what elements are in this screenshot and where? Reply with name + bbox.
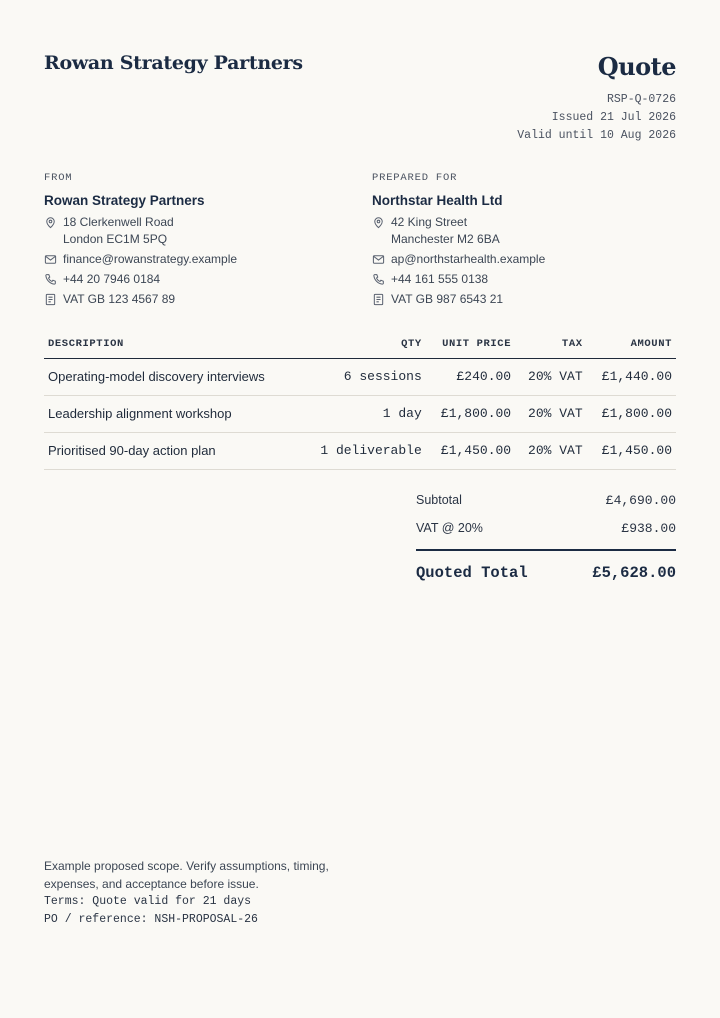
from-email[interactable]: finance@rowanstrategy.example xyxy=(63,252,238,266)
item-unit-price: £240.00 xyxy=(426,358,515,395)
to-vat: VAT GB 987 6543 21 xyxy=(391,292,504,306)
mail-icon xyxy=(44,253,57,266)
item-tax: 20% VAT xyxy=(515,432,587,469)
mail-icon xyxy=(372,253,385,266)
company-name: Rowan Strategy Partners xyxy=(44,52,303,74)
to-phone: +44 161 555 0138 xyxy=(391,272,489,286)
valid-until-date: Valid until 10 Aug 2026 xyxy=(517,129,676,142)
to-address xyxy=(372,214,672,248)
from-name: Rowan Strategy Partners xyxy=(44,193,205,208)
quote-meta xyxy=(517,91,676,145)
vat-value: £938.00 xyxy=(621,520,676,536)
from-phone: +44 20 7946 0184 xyxy=(63,272,161,286)
to-email[interactable]: ap@northstarhealth.example xyxy=(391,252,546,266)
table-header-row xyxy=(44,331,676,358)
quote-number: RSP-Q-0726 xyxy=(606,93,676,106)
col-amount: AMOUNT xyxy=(587,331,676,358)
grand-total-value: £5,628.00 xyxy=(592,564,676,582)
document-icon xyxy=(372,293,385,306)
footer-notes xyxy=(44,857,364,923)
from-address-line1: 18 Clerkenwell Road xyxy=(63,215,174,229)
to-phone-row xyxy=(372,271,672,288)
item-qty: 1 day xyxy=(301,395,426,432)
from-label: FROM xyxy=(44,172,73,184)
subtotal-label: Subtotal xyxy=(416,493,462,507)
subtotal-value: £4,690.00 xyxy=(605,492,676,508)
quote-document xyxy=(44,0,676,1018)
from-address xyxy=(44,214,344,248)
item-unit-price: £1,450.00 xyxy=(426,432,515,469)
vat-label: VAT @ 20% xyxy=(416,521,483,535)
footer-terms: Terms: Quote valid for 21 days xyxy=(44,895,252,908)
item-description: Operating-model discovery interviews xyxy=(44,358,301,395)
map-pin-icon xyxy=(44,216,57,229)
col-tax: TAX xyxy=(515,331,587,358)
item-tax: 20% VAT xyxy=(515,358,587,395)
phone-icon xyxy=(372,273,385,286)
table-row xyxy=(44,358,676,395)
from-party xyxy=(44,172,344,311)
footer-reference: PO / reference: NSH-PROPOSAL-26 xyxy=(44,913,258,923)
vat-row xyxy=(416,514,676,542)
item-unit-price: £1,800.00 xyxy=(426,395,515,432)
item-qty: 1 deliverable xyxy=(301,432,426,469)
item-description: Leadership alignment workshop xyxy=(44,395,301,432)
document-title: Quote xyxy=(597,52,676,81)
from-phone-row xyxy=(44,271,344,288)
item-amount: £1,440.00 xyxy=(587,358,676,395)
to-party xyxy=(372,172,672,311)
map-pin-icon xyxy=(372,216,385,229)
col-unit-price: UNIT PRICE xyxy=(426,331,515,358)
to-vat-row xyxy=(372,291,672,308)
grand-total-row xyxy=(416,549,676,595)
footer-note: Example proposed scope. Verify assumptions, timing, expenses, and acceptance before issue. xyxy=(44,859,329,891)
issued-date: Issued 21 Jul 2026 xyxy=(551,111,676,124)
totals-block xyxy=(416,486,676,595)
col-description: DESCRIPTION xyxy=(44,331,301,358)
from-vat: VAT GB 123 4567 89 xyxy=(63,292,176,306)
from-vat-row xyxy=(44,291,344,308)
item-tax: 20% VAT xyxy=(515,395,587,432)
item-amount: £1,450.00 xyxy=(587,432,676,469)
to-name: Northstar Health Ltd xyxy=(372,193,503,208)
item-qty: 6 sessions xyxy=(301,358,426,395)
table-row xyxy=(44,395,676,432)
line-items-table xyxy=(44,331,676,470)
to-address-line2: Manchester M2 6BA xyxy=(391,232,500,246)
to-label: PREPARED FOR xyxy=(372,172,458,184)
to-address-line1: 42 King Street xyxy=(391,215,468,229)
item-amount: £1,800.00 xyxy=(587,395,676,432)
from-email-row xyxy=(44,251,344,268)
from-address-line2: London EC1M 5PQ xyxy=(63,232,168,246)
document-icon xyxy=(44,293,57,306)
phone-icon xyxy=(44,273,57,286)
subtotal-row xyxy=(416,486,676,514)
col-qty: QTY xyxy=(301,331,426,358)
to-email-row xyxy=(372,251,672,268)
grand-total-label: Quoted Total xyxy=(416,564,528,582)
item-description: Prioritised 90-day action plan xyxy=(44,432,301,469)
table-row xyxy=(44,432,676,469)
